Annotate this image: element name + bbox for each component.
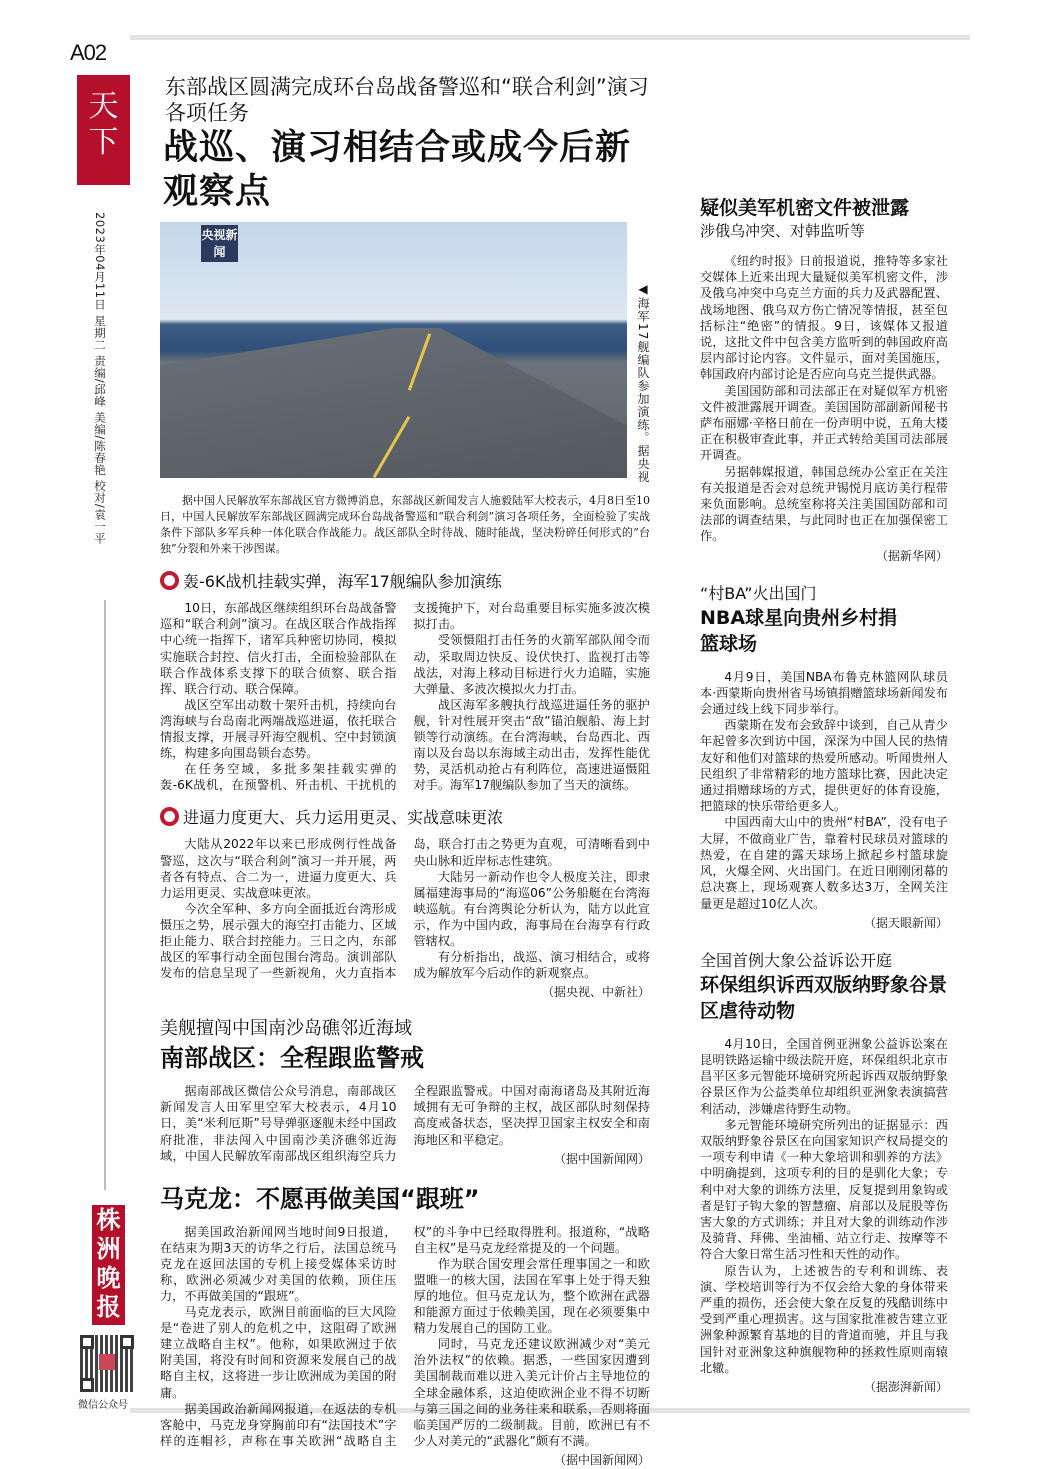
photo-row: [160, 222, 660, 483]
seal-icon: [99, 1354, 115, 1370]
lead-paragraph: 据中国人民解放军东部战区官方微博消息，东部战区新闻发言人施毅陆军大校表示，4月8日至10日，中国人民解放军东部战区圆满完成环台岛战备警巡和“联合利剑”演习各项任务，全面检验了实战条件下部队多军兵种一体化联合作战能力。战区部队全时待战、随时能战，坚决粉碎任何形式的“台独”分裂和外来干涉图谋。: [160, 494, 650, 556]
kicker: “村BA”火出国门: [700, 583, 817, 603]
top-rule: [130, 35, 970, 40]
leak-story: [700, 195, 948, 565]
article-body: 10日，东部战区继续组织环台岛战备警巡和“联合利剑”演习。在战区联合作战指挥中心统一指挥下，诸军兵种密切协同，模拟实施联合封控、信火打击，全面检验部队在联合作战体系支撑下的联合侦察、联合指挥、联合行动、联合保障。 战区空军出动数十架歼击机，持续向台湾海峡与台岛南北两端战巡进逼，依托联合情报支撑，开展寻歼海空舰机、空中封锁演练，构建多向围岛锁台态势。 在任务空域，多批多架挂载实弹的轰-6K战机，在预警机、歼击机、干扰机的支援掩护下，对台岛重要目标实施多波次模拟打击。 受领慑阻打击任务的火箭军部队闻令而动，采取周边快反、设伏快打、监视打击等战法，对海上移动目标进行火力追瞄，实施大弹量、多波次模拟火力打击。 战区海军多艘执行战巡进逼任务的驱护舰，针对性展开突击“敌”锚泊舰船、海上封锁等行动演练。在台湾海峡，台岛西北、西南以及台岛以东海域主动出击，发挥性能优势，灵活机动抢占有利阵位，高速进逼慑阻对手。海军17舰编队参加了当天的演练。: [160, 601, 650, 793]
headline: 疑似美军机密文件被泄露: [700, 197, 910, 219]
source: （据新华网）: [875, 548, 948, 563]
qr-code[interactable]: [80, 1335, 134, 1392]
article-body: 4月9日，美国NBA布鲁克林篮网队球员本·西蒙斯向贵州省马场镇捐赠篮球场新闻发布会通过线上线下同步举行。 西蒙斯在发布会致辞中谈到，自己从青少年起曾多次到访中国，深深为中国人民的热情友好和他们对篮球的热爱所感动。听闻贵州人民组织了非常精彩的地方篮球比赛，因此决定通过捐赠球场的方式，提供更好的体育设施，把篮球的快乐带给更多人。 中国西南大山中的贵州“村BA”，没有电子大屏，不做商业广告，靠着村民球员对篮球的热爱，在自建的露天球场上掀起乡村篮球旋风，火爆全网、火出国门。在近日刚刚闭幕的总决赛上，现场观赛人数多达3万，全网关注量更是超过10亿人次。 （据天眼新闻）: [700, 669, 948, 930]
photo-caption: ◀海军17舰编队参加演练。据央视: [636, 282, 650, 484]
main-column: [160, 74, 660, 1469]
source: （据澎湃新闻）: [863, 1379, 948, 1394]
section-tag: 天下: [77, 75, 130, 185]
source: （据央视、中新社）: [541, 985, 650, 1000]
headline: NBA球星向贵州乡村捐篮球场: [700, 606, 898, 655]
source: （据天眼新闻）: [863, 915, 948, 930]
qr-label: 微信公众号: [78, 1400, 128, 1411]
date-line: 2023年04月11日 星期二 责编/邱峰 美编/陈春艳 校对/袁一平: [93, 212, 107, 545]
kicker: 美舰擅闯中国南沙岛礁邻近海域: [160, 1018, 412, 1040]
lead-kicker: 东部战区圆满完成环台岛战备警巡和“联合利剑”演习各项任务: [165, 75, 649, 125]
carrier-photo: [160, 222, 627, 478]
lead-headline: 战巡、演习相结合或成今后新观察点: [163, 128, 632, 212]
photo-watermark: 央视新闻: [201, 225, 238, 262]
article-body: 《纽约时报》日前报道说，推特等多家社交媒体上近来出现大量疑似美军机密文件，涉及俄乌冲突中乌克兰方面的兵力及武器配置、战场地图、俄乌双方伤亡情况等情报，甚至包括标注“绝密”的情报。9日，该媒体又报道说，这批文件中包含美方监听到的韩国政府高层内部讨论内容。文件显示，面对美国施压，韩国政府内部讨论是否应向乌克兰提供武器。 美国国防部和司法部正在对疑似军方机密文件被泄露展开调查。美国国防部副新闻秘书萨布丽娜·辛格日前在一份声明中说，五角大楼正在积极审查此事，并正式转给美国司法部展开调查。 另据韩媒报道，韩国总统办公室正在关注有关报道是否会对总统尹锡悦月底访美行程带来负面影响。总统室称将关注美国国防部和司法部的调查结果，与此同时也正在加强保密工作。 （据新华网）: [700, 254, 948, 563]
macron-story: [160, 1182, 660, 1469]
source: （据中国新闻网）: [553, 1151, 650, 1166]
ring-bullet-icon: [160, 807, 179, 826]
article-body: 4月10日，全国首例亚洲象公益诉讼案在昆明铁路运输中级法院开庭，环保组织北京市昌平区多元智能环境研究所起诉西双版纳野象谷景区作为公益类单位却组织亚洲象表演搞营利活动，涉嫌虐待野生动物。 多元智能环境研究所列出的证据显示：西双版纳野象谷景区在向国家知识产权局提交的一项专利申请《一种大象培训和驯养的方法》中明确提到，这项专利的目的是驯化大象；专利中对大象的训练方法里，反复提到用象钩或者是钉子钩大象的智慧瘤、肩部以及屁股等伤害大象的方式训练；并且对大象的训练动作涉及骑背、拜佛、坐油桶、站立行走、按摩等不符合大象日常生活习性和天性的动作。 原告认为，上述被告的专利和训练、表演、学校培训等行为不仅会给大象的身体带来严重的损伤，还会使大象在反复的残酷训练中受到严重心理损害。这与国家批准被告建立亚洲象种源繁育基地的目的背道而驰，并且与我国针对亚洲象这种旗舰物种的拯救性原则南辕北辙。 （据澎湃新闻）: [700, 1036, 948, 1394]
lead-section-1: [160, 569, 660, 793]
right-column: [700, 195, 948, 1414]
subhead: 进逼力度更大、兵力运用更灵、实战意味更浓: [160, 805, 660, 828]
page-number: A02: [70, 40, 107, 65]
kicker: 全国首例大象公益诉讼开庭: [700, 950, 893, 970]
headline: 南部战区：全程跟监警戒: [160, 1044, 424, 1073]
headline: 马克龙：不愿再做美国“跟班”: [160, 1184, 480, 1213]
article-body: 据南部战区微信公众号消息，南部战区新闻发言人田军里空军大校表示，4月10日，美“米利厄斯”号导弹驱逐舰未经中国政府批准，非法闯入中国南沙美济礁邻近海域，中国人民解放军南部战区组织海空兵力全程跟监警戒。中国对南海诸岛及其附近海域拥有无可争辩的主权，战区部队时刻保持高度戒备状态，坚决捍卫国家主权安全和南海地区和平稳定。 （据中国新闻网）: [160, 1084, 650, 1166]
vertical-rule: [104, 600, 106, 1190]
deck-shape: [160, 328, 627, 478]
newspaper-logo: 株 洲 晚 报: [92, 1205, 125, 1325]
article-body: 据美国政治新闻网当地时间9日报道，在结束为期3天的访华之行后，法国总统马克龙在返回法国的专机上接受媒体采访时称，欧洲必须减少对美国的依赖，顶住压力，不再做美国的“跟班”。 马克龙表示，欧洲目前面临的巨大风险是“卷进了别人的危机之中，这阻碍了欧洲建立战略自主权”。他称，如果欧洲过于依附美国，将没有时间和资源来发展自己的战略自主权，这将进一步让欧洲成为美国的附庸。 据美国政治新闻网报道，在返法的专机客舱中，马克龙身穿胸前印有“法国技术”字样的连帽衫，声称在事关欧洲“战略自主权”的斗争中已经取得胜利。报道称，“战略自主权”是马克龙经常提及的一个问题。 作为联合国安理会常任理事国之一和欧盟唯一的核大国，法国在军事上处于得天独厚的地位。但马克龙认为，整个欧洲在武器和能源方面过于依赖美国，现在必须要集中精力发展自己的国防工业。 同时，马克龙还建议欧洲减少对“美元治外法权”的依赖。据悉，一些国家因遭到美国制裁而难以进入美元计价占主导地位的全球金融体系，这迫使欧洲企业不得不切断与第三国之间的业务往来和联系，否则将面临美国严厉的二级制裁。目前，欧洲已有不少人对美元的“武器化”颇有不满。 （据中国新闻网）: [160, 1224, 650, 1467]
south-story: [160, 1017, 660, 1167]
elephant-story: [700, 950, 948, 1396]
subhead: 轰-6K战机挂载实弹，海军17舰编队参加演练: [160, 569, 660, 592]
headline: 环保组织诉西双版纳野象谷景区虐待动物: [700, 973, 948, 1022]
source: （据中国新闻网）: [553, 1452, 650, 1467]
article-body: 大陆从2022年以来已形成例行性战备警巡，这次与“联合利剑”演习一并开展，两者各有特点、合二为一，进逼力度更大、兵力运用更灵、实战意味更浓。 今次全军种、多方向全面抵近台湾形成慑压之势，展示强大的海空打击能力、区域拒止能力、联合封控能力。三日之内，东部战区的军事行动全面包围台湾岛。演训部队发布的信息呈现了一些新视角，火力直指本岛，联合打击之势更为直观，可清晰看到中央山脉和近岸标志性建筑。 大陆另一新动作也令人极度关注，即隶属福建海事局的“海巡06”公务船艇在台湾海峡巡航。有台湾舆论分析认为，陆方以此宣示，作为中国内政，海事局在台海享有行政管辖权。 有分析指出，战巡、演习相结合，或将成为解放军今后动作的新观察点。 （据央视、中新社）: [160, 837, 650, 1000]
nba-story: [700, 583, 948, 932]
ring-bullet-icon: [160, 571, 179, 590]
deck: 涉俄乌冲突、对韩监听等: [700, 222, 866, 240]
lead-section-2: [160, 805, 660, 1001]
